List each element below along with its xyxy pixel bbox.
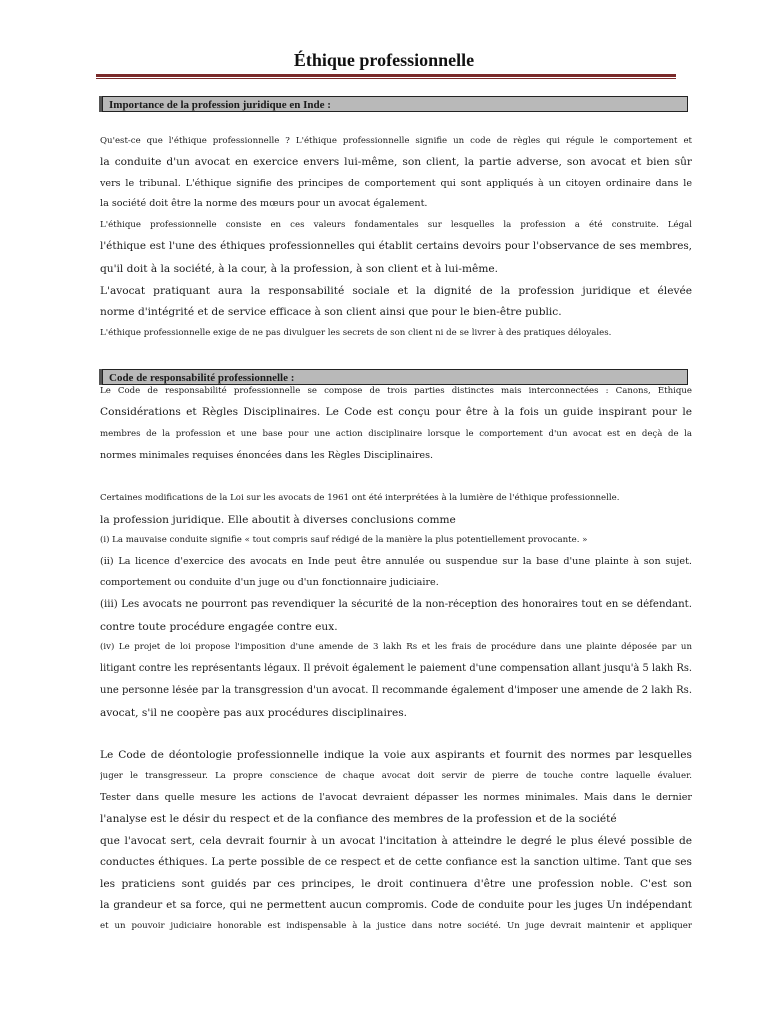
paragraph-line: comportement ou conduite d'un juge ou d'un fonctionnaire judiciaire. — [100, 577, 439, 588]
paragraph-line: la conduite d'un avocat en exercice envers lui-même, son client, la partie adverse, son avocat et bien sûr — [100, 156, 692, 168]
paragraph-line: conductes éthiques. La perte possible de ce respect et de cette confiance est la sanction ultime. Tant que ses — [100, 856, 692, 868]
section-heading-code: Code de responsabilité professionnelle : — [102, 369, 688, 385]
paragraph-line: Considérations et Règles Disciplinaires. Le Code est conçu pour être à la fois un guide inspirant pour le — [100, 406, 692, 418]
paragraph-line: Tester dans quelle mesure les actions de l'avocat devraient dépasser les normes minimales. Mais dans le dernier — [100, 792, 692, 803]
paragraph-line: la société doit être la norme des mœurs pour un avocat également. — [100, 198, 428, 209]
paragraph-line: membres de la profession et une base pour une action disciplinaire lorsque le comportement d'un avocat est en deçà de la — [100, 429, 692, 439]
paragraph-line: litigant contre les représentants légaux. Il prévoit également le paiement d'une compensation allant jusqu'à 5 lakh Rs. — [100, 663, 692, 674]
paragraph-line: la profession juridique. Elle aboutit à diverses conclusions comme — [100, 514, 456, 526]
paragraph-line: juger le transgresseur. La propre conscience de chaque avocat doit servir de pierre de touche contre laquelle évaluer. — [100, 771, 692, 781]
paragraph-line: l'analyse est le désir du respect et de la confiance des membres de la profession et de la société — [100, 813, 617, 825]
paragraph-line: l'éthique est l'une des éthiques professionnelles qui établit certains devoirs pour l'observance de ses membres, — [100, 240, 692, 252]
paragraph-line: une personne lésée par la transgression d'un avocat. Il recommande également d'imposer une amende de 2 lakh Rs. — [100, 685, 692, 696]
paragraph-line: normes minimales requises énoncées dans les Règles Disciplinaires. — [100, 450, 434, 461]
paragraph-line: L'éthique professionnelle exige de ne pas divulguer les secrets de son client ni de se livrer à des pratiques déloyales. — [100, 328, 612, 338]
paragraph-line: Le Code de responsabilité professionnelle se compose de trois parties distinctes mais interconnectées : Canons, Éthique — [100, 386, 692, 396]
paragraph-line: Qu'est-ce que l'éthique professionnelle ? L'éthique professionnelle signifie un code de règles qui régule le comportement et — [100, 136, 692, 146]
paragraph-line: L'avocat pratiquant aura la responsabilité sociale et la dignité de la profession juridique et élevée — [100, 285, 692, 297]
paragraph-line: qu'il doit à la société, à la cour, à la profession, à son client et à lui-même. — [100, 263, 499, 275]
paragraph-line: Certaines modifications de la Loi sur les avocats de 1961 ont été interprétées à la lumière de l'éthique professionnelle. — [100, 493, 620, 503]
paragraph-line: les praticiens sont guidés par ces principes, le droit continuera d'être une profession noble. C'est son — [100, 878, 692, 890]
section-heading-importance: Importance de la profession juridique en Inde : — [102, 96, 688, 112]
paragraph-line: (iii) Les avocats ne pourront pas revendiquer la sécurité de la non-réception des honoraires tout en se défendant. — [100, 599, 692, 610]
paragraph-line: (iv) Le projet de loi propose l'imposition d'une amende de 3 lakh Rs et les frais de procédure dans une plainte déposée par un — [100, 642, 692, 652]
paragraph-line: la grandeur et sa force, qui ne permettent aucun compromis. Code de conduite pour les juges Un indépendant — [100, 899, 692, 911]
paragraph-line: et un pouvoir judiciaire honorable est indispensable à la justice dans notre société. Un juge devrait maintenir et appliquer — [100, 921, 692, 931]
paragraph-line: norme d'intégrité et de service efficace à son client ainsi que pour le bien-être public. — [100, 306, 562, 318]
paragraph-line: contre toute procédure engagée contre eux. — [100, 621, 338, 633]
title-rule-thin — [96, 78, 676, 79]
paragraph-line: (i) La mauvaise conduite signifie « tout compris sauf rédigé de la manière la plus potentiellement provocante. » — [100, 535, 588, 545]
paragraph-line: que l'avocat sert, cela devrait fournir à un avocat l'incitation à atteindre le degré le plus élevé possible de — [100, 835, 692, 847]
paragraph-line: Le Code de déontologie professionnelle indique la voie aux aspirants et fournit des normes par lesquelles — [100, 749, 692, 761]
paragraph-line: (ii) La licence d'exercice des avocats en Inde peut être annulée ou suspendue sur la base d'une plainte à son sujet. — [100, 556, 692, 567]
page-title: Éthique professionnelle — [293, 50, 475, 70]
paragraph-line: L'éthique professionnelle consiste en ces valeurs fondamentales sur lesquelles la profession a été construite. Légal — [100, 220, 692, 230]
paragraph-line: vers le tribunal. L'éthique signifie des principes de comportement qui sont appliqués à un citoyen ordinaire dans le — [100, 178, 692, 189]
title-rule-thick — [96, 74, 676, 77]
paragraph-line: avocat, s'il ne coopère pas aux procédures disciplinaires. — [100, 707, 408, 719]
